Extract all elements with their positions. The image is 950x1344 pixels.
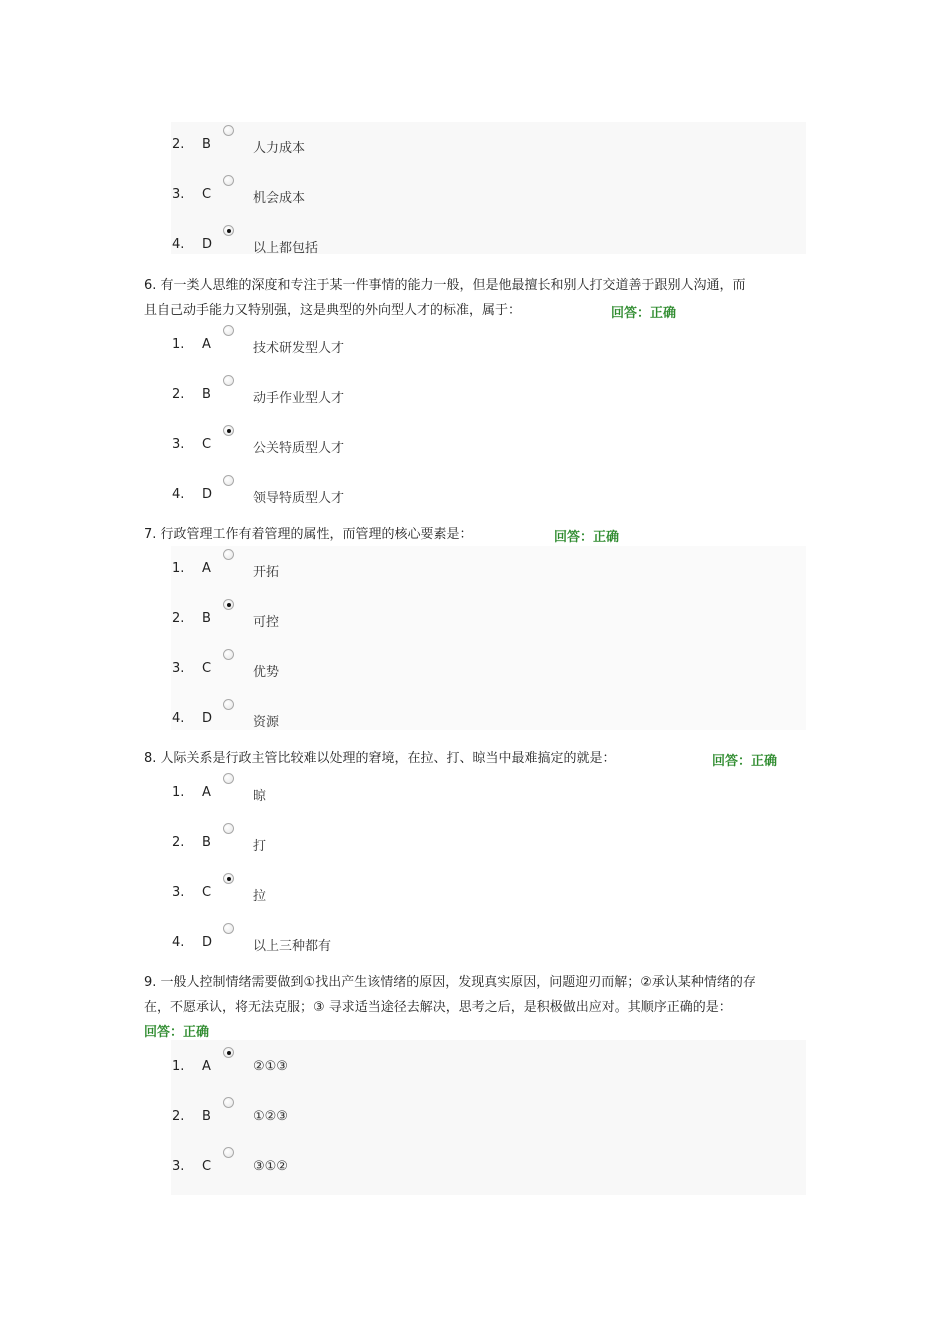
option-label: 技术研发型人才: [253, 341, 345, 356]
radio-button[interactable]: [223, 649, 234, 660]
option-label: ②①③: [253, 1059, 288, 1074]
radio-button[interactable]: [223, 1147, 234, 1158]
option-letter: B: [202, 387, 211, 402]
option-number: 1.: [172, 1059, 185, 1074]
option-label: 打: [253, 839, 267, 854]
option-label: 以上都包括: [253, 241, 319, 256]
option-number: 1.: [172, 561, 185, 576]
option-label: ①②③: [253, 1109, 288, 1124]
option-letter: A: [202, 1059, 211, 1074]
option-label: ③①②: [253, 1159, 288, 1174]
option-label: 优势: [253, 665, 280, 680]
question-6-line-2: 且自己动手能力又特别强，这是典型的外向型人才的标准，属于：: [144, 303, 522, 318]
radio-button[interactable]: [223, 475, 234, 486]
option-letter: C: [202, 187, 212, 202]
radio-button-selected[interactable]: [223, 1047, 234, 1058]
option-label: 拉: [253, 889, 267, 904]
option-label: 可控: [253, 615, 280, 630]
option-number: 2.: [172, 137, 185, 152]
question-7-line-1: 7. 行政管理工作有着管理的属性，而管理的核心要素是：: [144, 527, 473, 542]
question-9-line-1: 9. 一般人控制情绪需要做到①找出产生该情绪的原因，发现真实原因，问题迎刃而解；②承认某种情绪的存: [144, 975, 756, 990]
option-number: 4.: [172, 935, 185, 950]
question-7-text: [144, 522, 808, 547]
option-number: 2.: [172, 611, 185, 626]
option-number: 4.: [172, 487, 185, 502]
question-6-line-1: 6. 有一类人思维的深度和专注于某一件事情的能力一般，但是他最擅长和别人打交道善于跟别人沟通，而: [144, 278, 746, 293]
option-letter: A: [202, 337, 211, 352]
radio-button[interactable]: [223, 823, 234, 834]
option-number: 3.: [172, 437, 185, 452]
option-letter: B: [202, 137, 211, 152]
option-label: 开拓: [253, 565, 280, 580]
option-number: 2.: [172, 387, 185, 402]
radio-button[interactable]: [223, 1097, 234, 1108]
option-number: 1.: [172, 785, 185, 800]
question-8-answer-status: 回答：正确: [712, 754, 778, 769]
radio-button-selected[interactable]: [223, 873, 234, 884]
option-label: 机会成本: [253, 191, 306, 206]
option-label: 公关特质型人才: [253, 441, 345, 456]
radio-button[interactable]: [223, 325, 234, 336]
option-label: 动手作业型人才: [253, 391, 345, 406]
radio-button[interactable]: [223, 125, 234, 136]
question-9-answer-status: 回答：正确: [144, 1025, 210, 1040]
radio-button[interactable]: [223, 923, 234, 934]
option-label: 人力成本: [253, 141, 306, 156]
option-letter: B: [202, 1109, 211, 1124]
option-letter: A: [202, 561, 211, 576]
question-6-answer-status: 回答：正确: [611, 306, 677, 321]
radio-button-selected[interactable]: [223, 425, 234, 436]
option-number: 4.: [172, 237, 185, 252]
option-letter: A: [202, 785, 211, 800]
question-9-line-2: 在，不愿承认，将无法克服；③ 寻求适当途径去解决，思考之后，是积极做出应对。其顺序正确的是：: [144, 1000, 732, 1015]
question-6-text: [144, 273, 808, 323]
option-letter: C: [202, 1159, 212, 1174]
option-label: 以上三种都有: [253, 939, 332, 954]
radio-button-selected[interactable]: [223, 599, 234, 610]
radio-button[interactable]: [223, 699, 234, 710]
question-8-text: [144, 746, 808, 771]
option-letter: D: [202, 711, 213, 726]
option-letter: C: [202, 885, 212, 900]
option-number: 3.: [172, 885, 185, 900]
radio-button[interactable]: [223, 175, 234, 186]
option-letter: D: [202, 237, 213, 252]
option-label: 资源: [253, 715, 280, 730]
option-label: 领导特质型人才: [253, 491, 345, 506]
option-number: 1.: [172, 337, 185, 352]
question-7-answer-status: 回答：正确: [554, 530, 620, 545]
option-letter: D: [202, 935, 213, 950]
option-number: 2.: [172, 1109, 185, 1124]
option-letter: B: [202, 611, 211, 626]
option-label: 晾: [253, 789, 267, 804]
option-letter: B: [202, 835, 211, 850]
question-8-line-1: 8. 人际关系是行政主管比较难以处理的窘境，在拉、打、晾当中最难搞定的就是：: [144, 751, 616, 766]
radio-button[interactable]: [223, 549, 234, 560]
option-number: 3.: [172, 187, 185, 202]
option-letter: D: [202, 487, 213, 502]
option-number: 3.: [172, 661, 185, 676]
option-letter: C: [202, 437, 212, 452]
option-number: 2.: [172, 835, 185, 850]
radio-button[interactable]: [223, 773, 234, 784]
question-9-text: [144, 970, 808, 1045]
radio-button-selected[interactable]: [223, 225, 234, 236]
option-number: 4.: [172, 711, 185, 726]
option-letter: C: [202, 661, 212, 676]
option-number: 3.: [172, 1159, 185, 1174]
radio-button[interactable]: [223, 375, 234, 386]
